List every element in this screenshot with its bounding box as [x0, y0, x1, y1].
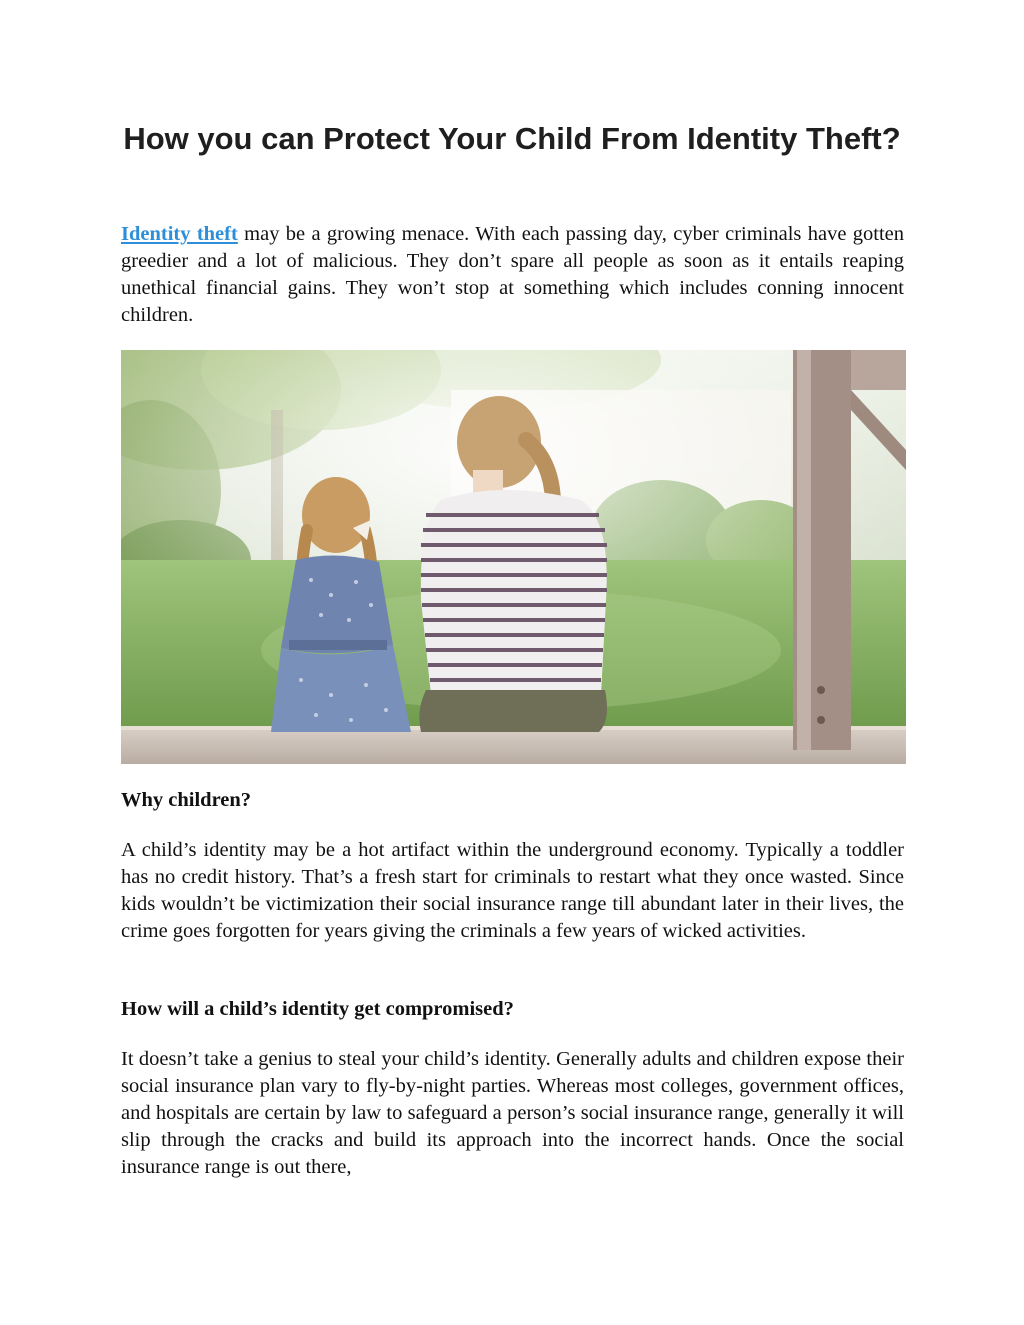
- intro-text: may be a growing menace. With each passing day, cyber criminals have gotten greedier and a lot of malicious. They don’t spare all people as soon as it entails reaping unethical financial gains. They won’t stop at something which includes conning innocent children.: [121, 223, 904, 326]
- section-heading-why-children: Why children?: [121, 789, 252, 811]
- how-compromised-paragraph: It doesn’t take a genius to steal your child’s identity. Generally adults and children expose their social insurance plan vary to fly-by-night parties. Whereas most colleges, government offices, and hospitals are certain by law to safeguard a person’s social insurance range, generally it will slip through the cracks and build its approach into the incorrect hands. Once the social insurance range is out there,: [121, 1048, 904, 1178]
- article-title: How you can Protect Your Child From Identity Theft?: [123, 121, 901, 156]
- section-heading-how-compromised: How will a child’s identity get compromised?: [121, 998, 514, 1020]
- intro-paragraph: [121, 221, 904, 329]
- identity-theft-link[interactable]: Identity theft: [121, 223, 238, 245]
- mother-child-photo: [121, 350, 906, 764]
- why-children-paragraph: A child’s identity may be a hot artifact within the underground economy. Typically a toddler has no credit history. That’s a fresh start for criminals to restart what they once wasted. Since kids wouldn’t be victimization their social insurance range till abundant later in their lives, the crime goes forgotten for years giving the criminals a few years of wicked activities.: [121, 839, 904, 942]
